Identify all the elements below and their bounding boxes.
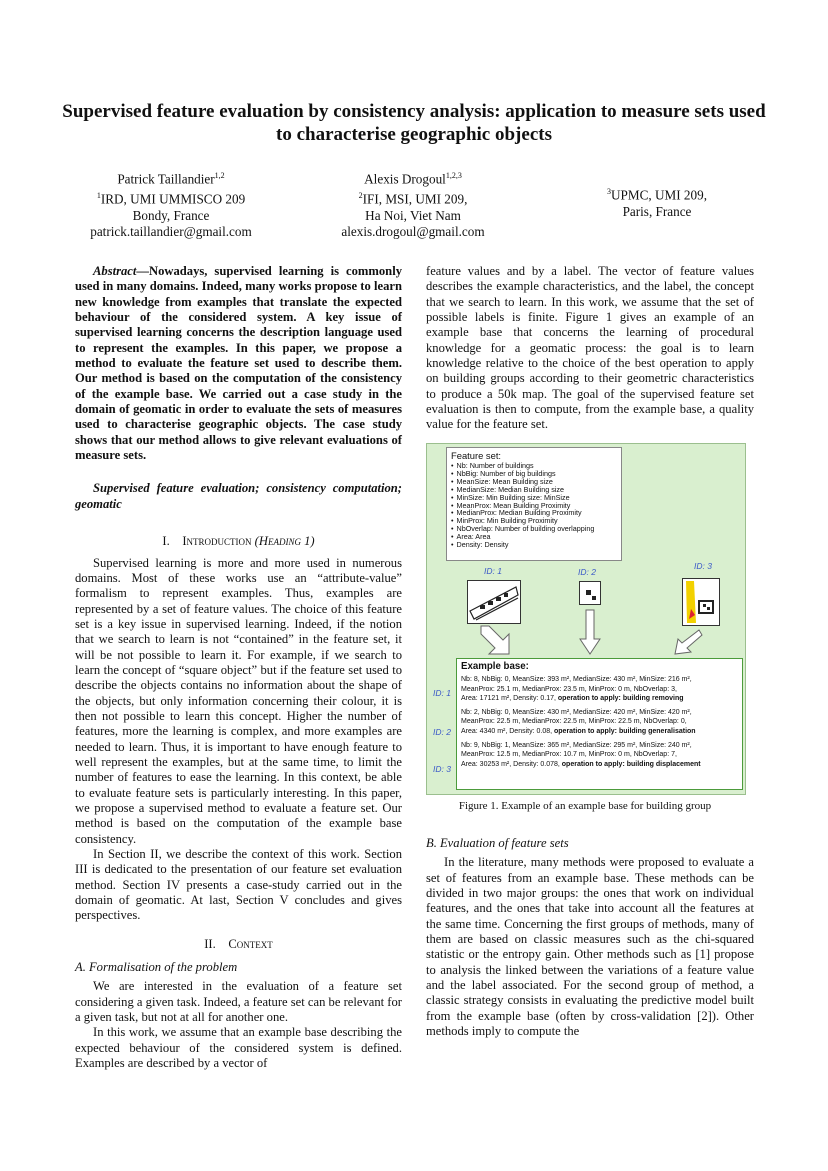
affil-line: UPMC, UMI 209,: [611, 187, 707, 203]
example-line: Area: 4340 m², Density: 0.08,: [461, 727, 554, 735]
feature-item: • Nb: Number of buildings: [451, 462, 617, 470]
building-group-map-3: [683, 579, 719, 625]
affil-line: IRD, UMI UMMISCO 209: [100, 191, 246, 207]
affil-sup: 3: [607, 187, 611, 196]
feature-set-box: [446, 447, 622, 561]
feature-item: • NbOverlap: Number of building overlapping: [451, 525, 617, 533]
affil-line: IFI, MSI, UMI 209,: [362, 191, 468, 207]
map-tile-3: [682, 578, 720, 626]
affil-sup: 1: [96, 190, 101, 200]
example-label: operation to apply: building removing: [557, 695, 684, 703]
example-row-2: [461, 708, 738, 737]
feature-item: • Density: Density: [451, 541, 617, 549]
right-column-top: [426, 264, 754, 433]
paragraph: In the literature, many methods were proposed to evaluate a set of features from an example base. These methods can be divided in two major groups: the ones that work on individual features, and the ones that take into account all the features at the same time. Concerning the first groups of methods, many of them are based on classic measures such as the chi-squared statistic or the entropy gain. Other methods such as [1] propose to analysis the linked between the variations of a feature value and the label associated. For the second group of method, a classic strategy consists in evaluating the predictive model built from the example base (often by cross-validation [2]). Other methods imply to compute the: [426, 855, 754, 1039]
map-tile-2: [579, 581, 601, 605]
paper-title: Supervised feature evaluation by consistency analysis: application to measure sets used to characterise geographic objects: [62, 101, 766, 145]
example-line: MeanProx: 25.1 m, MedianProx: 23.5 m, MinProx: 0 m, NbOverlap: 3,: [461, 685, 677, 693]
section-number: II.: [204, 936, 216, 951]
feature-item: • MedianProx: Median Building Proximity: [451, 509, 617, 517]
paragraph: Supervised learning is more and more used in numerous domains. Most of these works use an “attribute-value” formalism to represent examples. Thus, examples are represented by a set of feature values. The choice of this feature set is a key issue in supervised learning. Indeed, if the notion that we search to learn is not “contained” in the feature set, it will be not possible to learn it. For example, if we search to learn the concept of “square object” but if the feature set used to describe the objects contains no information about the shape of the objects, but only information concerning their colour, it is then not possible to learn this concept. Higher the number of features, more the learning is complex, and more examples are needed to learn. Thus, it is important to have enough feature to well represent the examples, but at the same time, to limit the number of features to ease the learning. In this context, be able to evaluate feature sets is particularly interesting. In this paper, we propose a supervised method to evaluate a feature set. Our method is based on the computation of the example base consistency.: [75, 555, 402, 846]
paragraph: In Section II, we describe the context of this work. Section III is dedicated to the presentation of our feature set evaluation method. Section IV presents a case-study carried out in the domain of geomatic. At last, Section V concludes and gives perspectives.: [75, 847, 402, 923]
example-row-1: [461, 675, 738, 704]
arrow-3-icon: [673, 628, 703, 656]
author-name: Patrick Taillandier: [117, 171, 215, 187]
paragraph: We are interested in the evaluation of a feature set considering a given task. Indeed, a feature set can be relevant for a given task, but not at all for another one.: [75, 979, 402, 1025]
example-line: Area: 17121 m², Density: 0.17,: [461, 695, 558, 703]
figure-caption: Figure 1. Example of an example base for building group: [458, 800, 712, 812]
example-line: Nb: 2, NbBig: 0, MeanSize: 430 m², MedianSize: 420 m², MinSize: 420 m²,: [461, 708, 692, 716]
right-column-bottom: [426, 836, 754, 1039]
feature-item: • MinSize: Min Building size: MinSize: [451, 494, 617, 502]
example-line: Nb: 9, NbBig: 1, MeanSize: 365 m², MedianSize: 295 m², MinSize: 240 m²,: [461, 741, 692, 749]
affil-line: Bondy, France: [132, 207, 210, 223]
left-column: [75, 264, 402, 1072]
feature-list: [451, 462, 617, 549]
author-3-affiliation: [552, 184, 762, 220]
example-label: operation to apply: building displacement: [561, 760, 701, 768]
building-group-map-1: [468, 581, 520, 623]
abstract-text: —Nowadays, supervised learning is commonly used in many domains. Indeed, many works propose to learn new knowledge from examples that translate the expected behaviour of the considered system. A key issue of supervised learning concerns the description language used to represent the examples. In this paper, we propose a method to evaluate the feature set used to describe them. Our method is based on the computation of the consistency of the example base. We carried out a case study in the domain of geomatic in order to evaluate the sets of measures used to characterise geographic objects. The case study shows that our method allows to give relevant evaluations of measure sets.: [75, 264, 402, 463]
example-id-1: ID: 1: [433, 688, 451, 698]
author-sup: 1,2,3: [445, 171, 462, 180]
author-sup: 1,2: [214, 171, 225, 180]
feature-item: • MeanProx: Mean Building Proximity: [451, 502, 617, 510]
section-number: I.: [162, 534, 170, 549]
example-id-2: ID: 2: [433, 727, 451, 737]
section-title: Context: [228, 936, 273, 951]
example-line: Area: 30253 m², Density: 0.078,: [461, 760, 562, 768]
author-2: [308, 168, 518, 241]
section-title: Introduction: [182, 534, 252, 549]
abstract: [75, 264, 402, 463]
feature-item: • MeanSize: Mean Building size: [451, 478, 617, 486]
example-line: MeanProx: 22.5 m, MedianProx: 22.5 m, MinProx: 22.5 m, NbOverlap: 0,: [461, 718, 687, 726]
example-base-title: Example base:: [461, 661, 529, 672]
feature-set-title: Feature set:: [451, 450, 502, 461]
author-email: alexis.drogoul@gmail.com: [341, 224, 485, 240]
keywords: Supervised feature evaluation; consistency computation; geomatic: [75, 481, 402, 511]
arrow-1-icon: [477, 624, 517, 656]
building-group-map-2: [580, 582, 600, 604]
example-id-3: ID: 3: [433, 764, 451, 774]
affil-sup: 2: [358, 190, 363, 200]
affil-line: Paris, France: [622, 203, 692, 219]
id-label-1: ID: 1: [484, 566, 502, 576]
feature-item: • NbBig: Number of big buildings: [451, 470, 617, 478]
author-name: Alexis Drogoul: [364, 171, 446, 187]
section-heading-intro: [75, 534, 402, 549]
paragraph: feature values and by a label. The vector of feature values describes the example characteristics, and the label, the concept that we search to learn. In this work, we assume that the set of possible labels is finite. Figure 1 gives an example of an example base that concerns the learning of procedural knowledge for a geomatic process: the goal is to learn knowledge relative to the choice of the best operation to apply on building groups according to their geometric characteristics to produce a 50k map. The goal of the supervised feature set evaluation is then to compute, from the example base, a quality value for the feature set.: [426, 264, 754, 432]
example-row-3: [461, 741, 738, 770]
affil-line: Ha Noi, Viet Nam: [365, 207, 461, 223]
author-email: patrick.taillandier@gmail.com: [90, 224, 252, 240]
id-label-2: ID: 2: [578, 567, 596, 577]
section-note: (Heading 1): [254, 534, 315, 549]
subsection-heading: B. Evaluation of feature sets: [426, 836, 569, 850]
feature-item: • MinProx: Min Building Proximity: [451, 517, 617, 525]
example-label: operation to apply: building generalisation: [554, 727, 696, 735]
map-tile-1: [467, 580, 521, 624]
figure-1: [426, 443, 746, 795]
example-line: MeanProx: 12.5 m, MedianProx: 10.7 m, MinProx: 0 m, NbOverlap: 7,: [461, 751, 677, 759]
example-base-box: [456, 658, 743, 790]
feature-item: • Area: Area: [451, 533, 617, 541]
feature-item: • MedianSize: Median Building size: [451, 486, 617, 494]
subsection-heading: A. Formalisation of the problem: [75, 960, 238, 975]
abstract-label: Abstract: [93, 264, 137, 278]
example-line: Nb: 8, NbBig: 0, MeanSize: 393 m², MedianSize: 430 m², MinSize: 216 m²,: [461, 676, 692, 683]
id-label-3: ID: 3: [694, 561, 712, 571]
arrow-2-icon: [579, 609, 601, 655]
author-1: [66, 168, 276, 241]
section-heading-context: [75, 937, 402, 952]
paragraph: In this work, we assume that an example base describing the expected behaviour of the considered system is defined. Examples are described by a vector of: [75, 1025, 402, 1071]
